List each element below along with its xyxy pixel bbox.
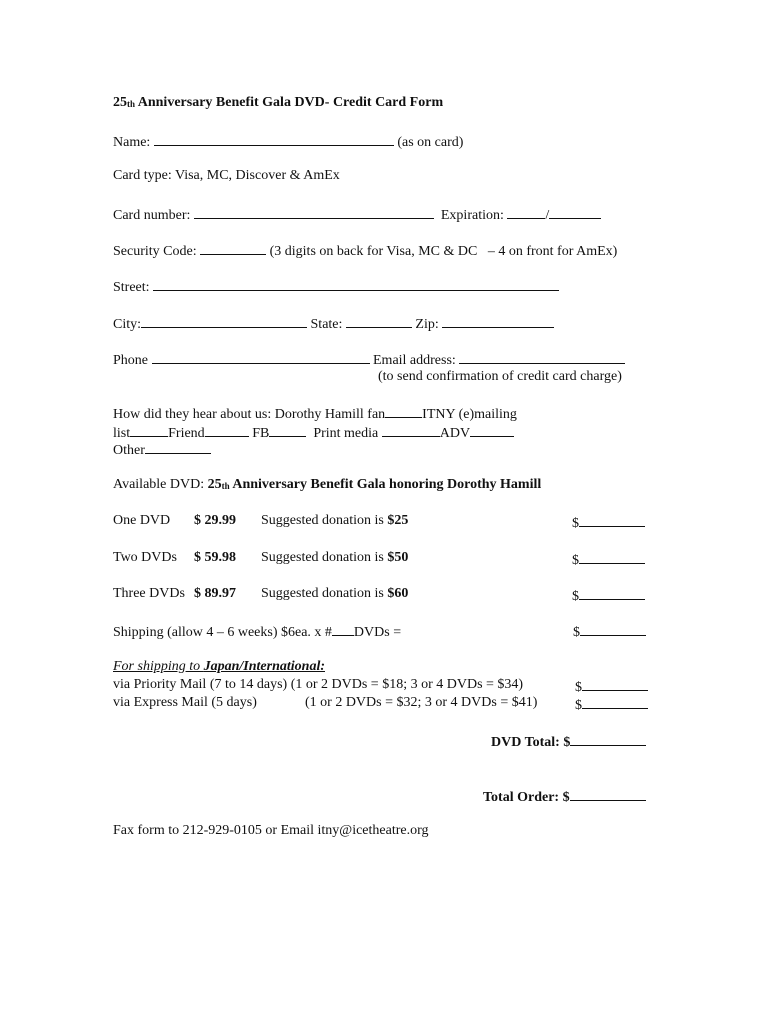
item-three-dvds-donation: [261, 586, 408, 602]
expiration-year-field[interactable]: [549, 205, 601, 219]
fax-email-instructions: Fax form to 212-929-0105 or Email itny@icetheatre.org: [113, 823, 429, 838]
zip-label: Zip:: [415, 317, 439, 332]
city-state-zip-row: [113, 314, 554, 333]
international-heading: [113, 659, 325, 675]
street-field[interactable]: [153, 277, 559, 291]
shipping-amount-field[interactable]: [580, 622, 646, 636]
expiration-label: Expiration:: [440, 208, 504, 223]
name-label: Name:: [113, 135, 151, 150]
print-media-field[interactable]: [382, 423, 440, 437]
donation-label: Suggested donation is: [261, 513, 388, 528]
priority-mail-amount: [575, 677, 648, 696]
donation-label: Suggested donation is: [261, 586, 388, 601]
international-heading-region: Japan/International:: [203, 659, 325, 674]
name-field[interactable]: [154, 132, 394, 146]
form-title: [113, 95, 443, 112]
three-dvds-amount-field[interactable]: [579, 586, 645, 600]
card-number-label: Card number:: [113, 208, 191, 223]
state-label: State:: [310, 317, 343, 332]
dollar-sign: $: [575, 680, 582, 695]
title-ordinal: th: [127, 99, 136, 109]
state-field[interactable]: [346, 314, 412, 328]
two-dvds-amount-field[interactable]: [579, 550, 645, 564]
item-three-dvds-name: Three DVDs: [113, 586, 185, 601]
card-number-field[interactable]: [194, 205, 434, 219]
print-media-label: Print media: [306, 426, 382, 441]
donation-label: Suggested donation is: [261, 550, 388, 565]
available-number: 25: [207, 477, 222, 492]
dvd-total-field[interactable]: [570, 732, 646, 746]
total-order-label: Total Order: $: [483, 790, 570, 805]
security-code-row: [113, 241, 617, 260]
item-three-dvds-amount: [572, 586, 645, 605]
available-dvd-label: Available DVD:: [113, 477, 208, 492]
email-label: Email address:: [373, 353, 456, 368]
available-dvd-row: [113, 477, 541, 494]
item-one-dvd-name: One DVD: [113, 513, 171, 528]
dorothy-hamill-fan-field[interactable]: [385, 404, 422, 418]
donation-amount: $25: [387, 513, 409, 528]
card-type-row: Card type: Visa, MC, Discover & AmEx: [113, 168, 340, 183]
item-two-dvds-amount: [572, 550, 645, 569]
hear-about-line-3: [113, 440, 211, 459]
phone-field[interactable]: [152, 350, 370, 364]
express-mail-label: via Express Mail (5 days): [113, 695, 257, 710]
friend-field[interactable]: [205, 423, 249, 437]
shipping-dvds-label: DVDs =: [353, 625, 402, 640]
item-two-dvds-price: $ 59.98: [194, 550, 236, 565]
express-mail-amount: [575, 695, 648, 714]
fb-field[interactable]: [269, 423, 306, 437]
name-note: (as on card): [397, 135, 464, 150]
shipping-amount: [573, 622, 646, 641]
name-row: [113, 132, 463, 151]
security-code-field[interactable]: [200, 241, 266, 255]
item-one-dvd-amount: [572, 513, 645, 532]
fb-label: FB: [248, 426, 270, 441]
dollar-sign: $: [575, 698, 582, 713]
email-field[interactable]: [459, 350, 625, 364]
dvd-total-label: DVD Total: $: [491, 735, 571, 750]
available-ordinal: th: [221, 481, 230, 491]
hear-prompt: How did they hear about us: Dorothy Hamill fan: [113, 407, 386, 422]
title-text: Anniversary Benefit Gala DVD- Credit Card Form: [135, 95, 444, 110]
phone-label: Phone: [113, 353, 148, 368]
item-one-dvd-donation: [261, 513, 408, 529]
street-label: Street:: [113, 280, 150, 295]
dvd-total-row: [491, 732, 646, 751]
available-dvd-title: Anniversary Benefit Gala honoring Dorothy Hamill: [229, 477, 542, 492]
other-label: Other: [113, 443, 145, 458]
friend-label: Friend: [168, 426, 205, 441]
donation-amount: $60: [387, 586, 409, 601]
dollar-sign: $: [572, 516, 579, 531]
security-code-note: (3 digits on back for Visa, MC & DC – 4 on front for AmEx): [269, 244, 618, 259]
item-three-dvds-price: $ 89.97: [194, 586, 236, 601]
city-field[interactable]: [141, 314, 307, 328]
itny-mailing-field[interactable]: [130, 423, 168, 437]
priority-mail-row: via Priority Mail (7 to 14 days) (1 or 2 DVDs = $18; 3 or 4 DVDs = $34): [113, 677, 524, 692]
dollar-sign: $: [572, 553, 579, 568]
shipping-row: [113, 622, 401, 641]
dollar-sign: $: [572, 589, 579, 604]
zip-field[interactable]: [442, 314, 554, 328]
expiration-month-field[interactable]: [507, 205, 545, 219]
one-dvd-amount-field[interactable]: [579, 513, 645, 527]
city-label: City:: [113, 317, 142, 332]
card-number-row: [113, 205, 601, 224]
adv-field[interactable]: [470, 423, 514, 437]
adv-label: ADV: [439, 426, 471, 441]
title-number: 25: [113, 95, 127, 110]
shipping-label: Shipping (allow 4 – 6 weeks) $6ea. x #: [113, 625, 332, 640]
item-one-dvd-price: $ 29.99: [194, 513, 236, 528]
other-field[interactable]: [145, 440, 211, 454]
hear-about-line-1: [113, 404, 517, 423]
list-label: list: [113, 426, 131, 441]
item-two-dvds-donation: [261, 550, 408, 566]
total-order-field[interactable]: [570, 787, 646, 801]
priority-mail-amount-field[interactable]: [582, 677, 648, 691]
express-mail-prices: (1 or 2 DVDs = $32; 3 or 4 DVDs = $41): [305, 695, 538, 710]
total-order-row: [483, 787, 646, 806]
security-code-label: Security Code:: [113, 244, 197, 259]
expiration-slash: /: [545, 208, 550, 223]
email-note: (to send confirmation of credit card charge): [378, 369, 622, 384]
international-heading-prefix: For shipping to: [113, 659, 204, 674]
dollar-sign: $: [573, 625, 580, 640]
express-mail-amount-field[interactable]: [582, 695, 648, 709]
donation-amount: $50: [387, 550, 409, 565]
item-two-dvds-name: Two DVDs: [113, 550, 177, 565]
street-row: [113, 277, 559, 296]
shipping-quantity-field[interactable]: [332, 622, 354, 636]
phone-email-row: [113, 350, 625, 369]
itny-mailing-label: ITNY (e)mailing: [422, 407, 517, 422]
